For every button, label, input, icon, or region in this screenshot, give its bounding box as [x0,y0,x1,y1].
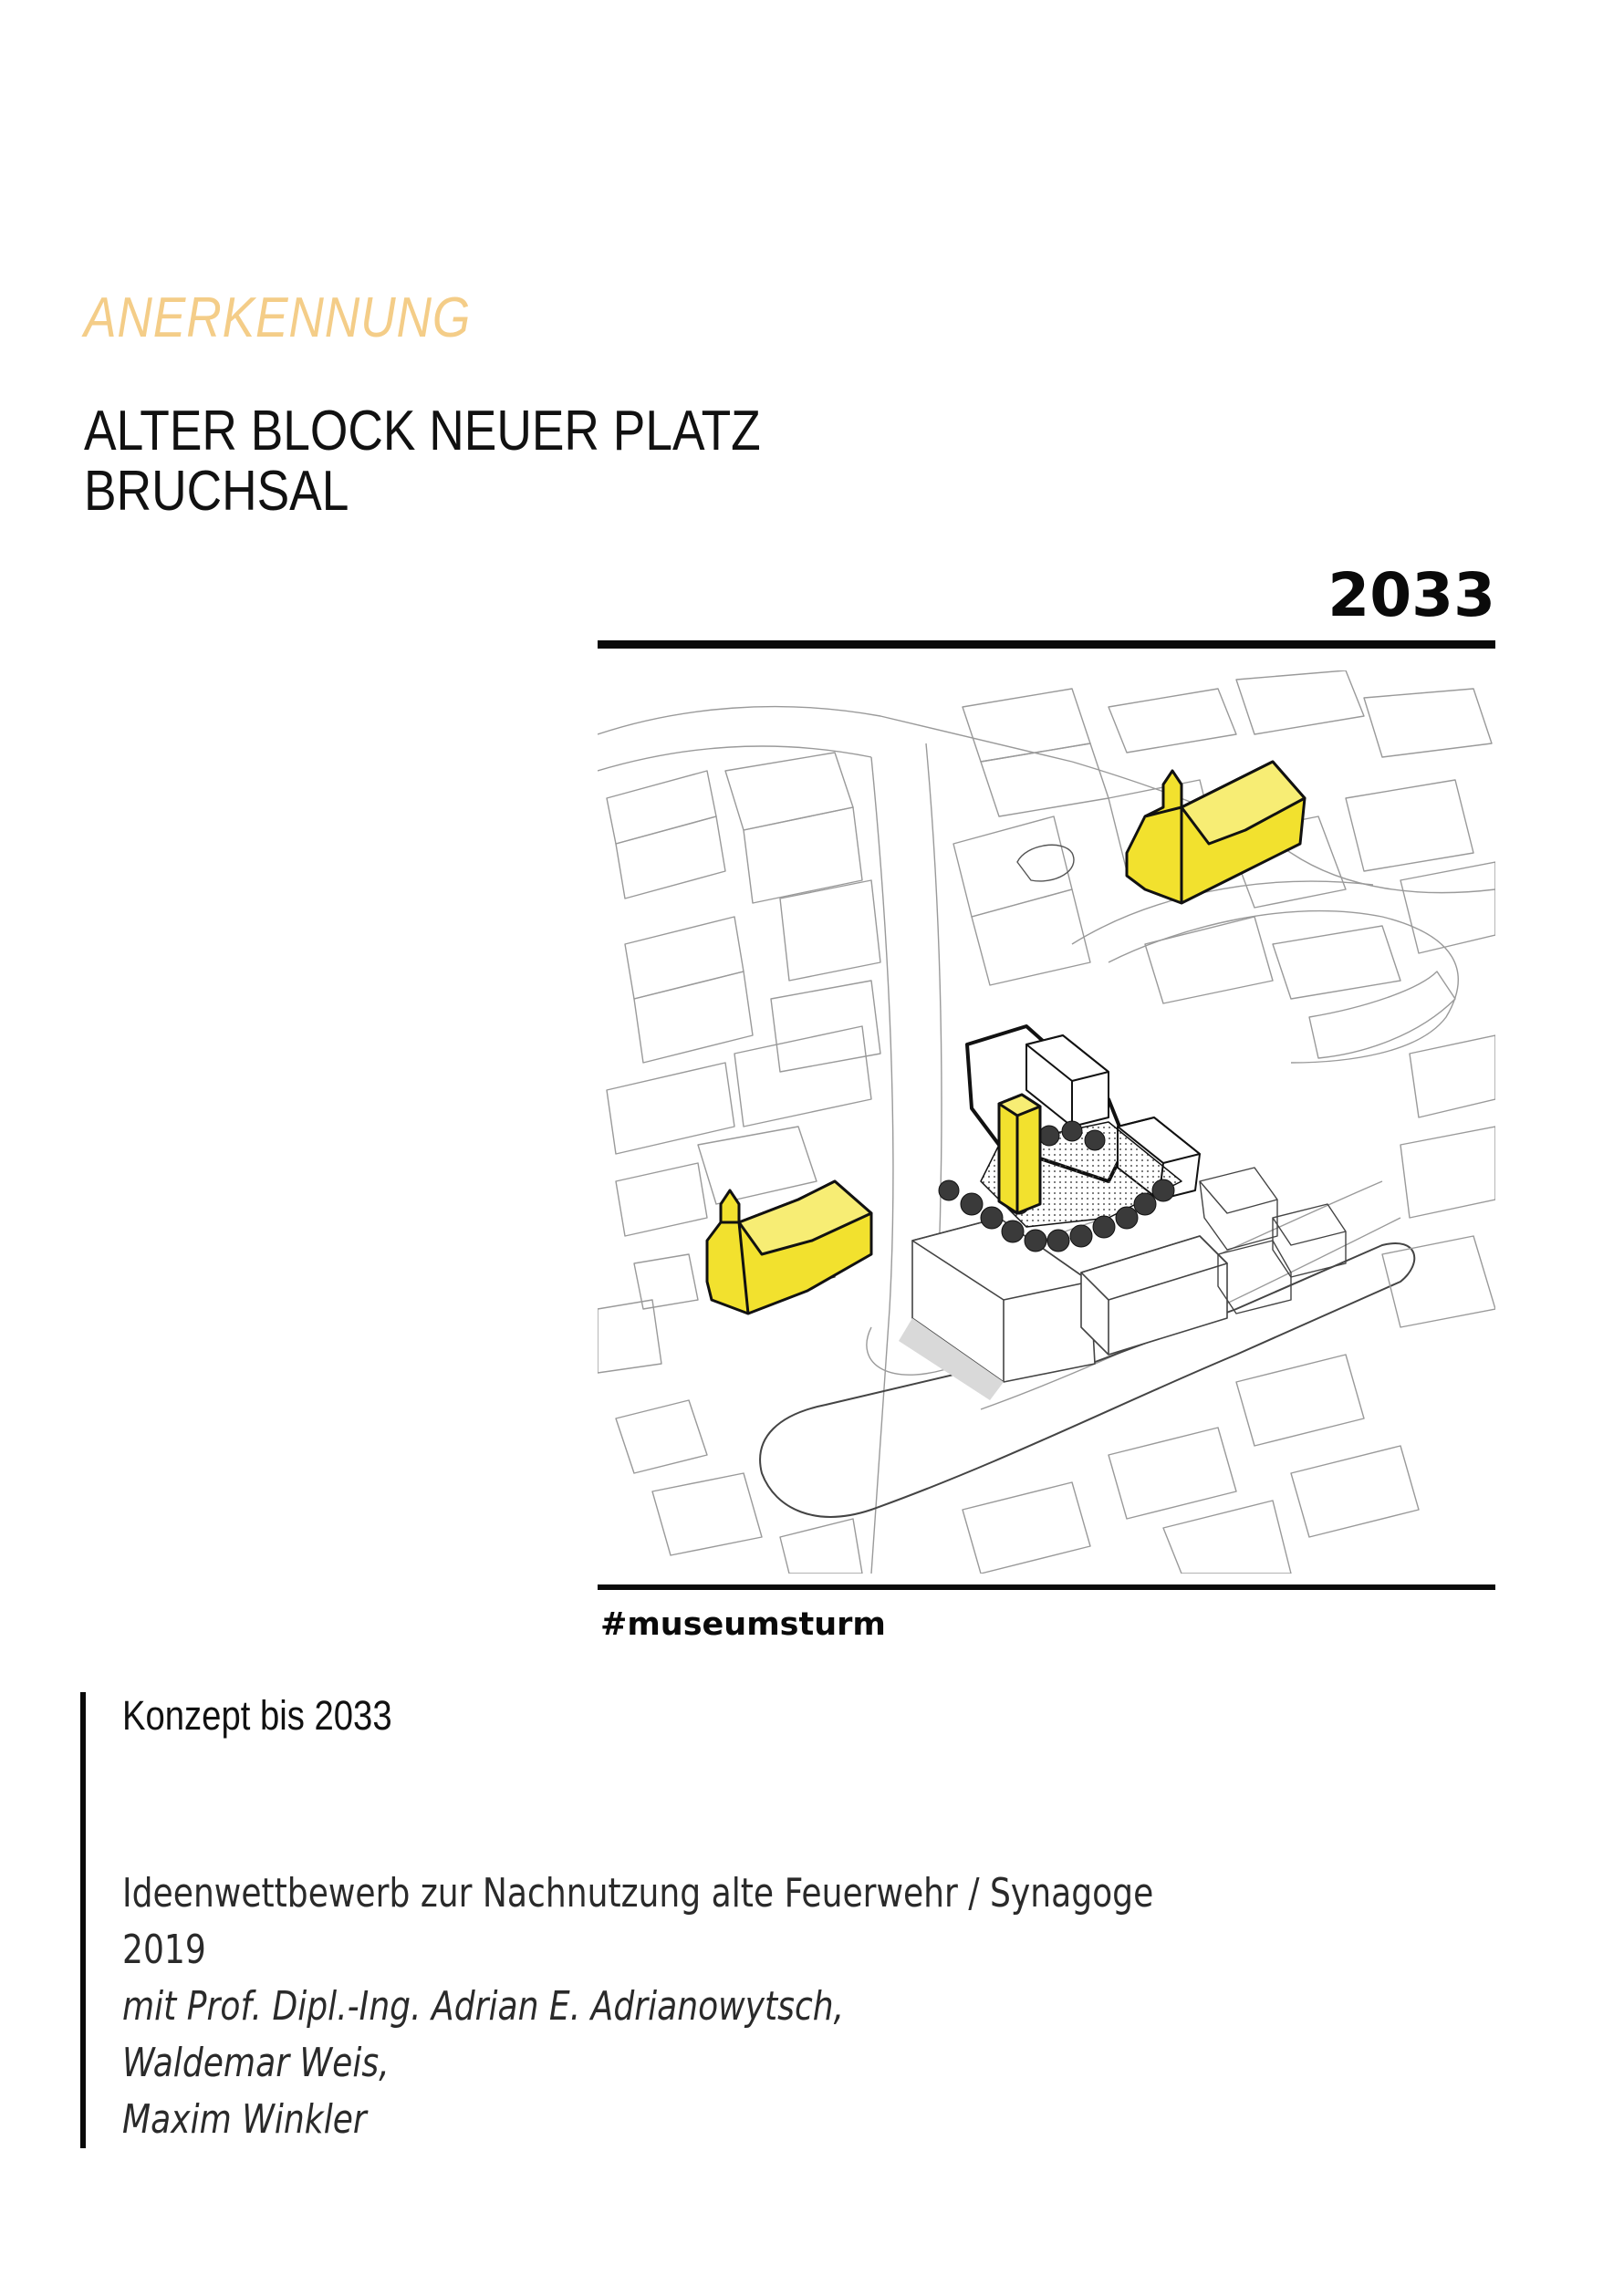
street-edge [1109,911,1458,1063]
collaborator-line-1: mit Prof. Dipl.-Ing. Adrian E. Adrianowytsch, [122,1983,845,2030]
bottom-divider [598,1584,1495,1590]
title-line-1: ALTER BLOCK NEUER PLATZ [84,400,761,462]
award-label: ANERKENNUNG [84,286,472,349]
year-label: 2033 [1327,560,1495,630]
vertical-accent-bar [80,1692,86,2148]
project-details [122,1865,1153,2148]
project-year: 2019 [122,1927,206,1973]
street-edge [598,746,871,771]
hashtag-label: #museumsturm [600,1606,886,1643]
street-edge [926,743,942,1309]
collaborator-line-2: Waldemar Weis, [122,2040,390,2086]
page-title [84,401,761,523]
title-line-2: BRUCHSAL [84,460,349,524]
top-divider [598,640,1495,649]
street-edge [871,757,893,1574]
concept-heading: Konzept bis 2033 [122,1692,392,1739]
street-edge [1291,853,1495,893]
axonometric-site-drawing [598,670,1495,1574]
collaborator-line-3: Maxim Winkler [122,2096,367,2143]
project-description: Ideenwettbewerb zur Nachnutzung alte Feuerwehr / Synagoge [122,1870,1154,1917]
